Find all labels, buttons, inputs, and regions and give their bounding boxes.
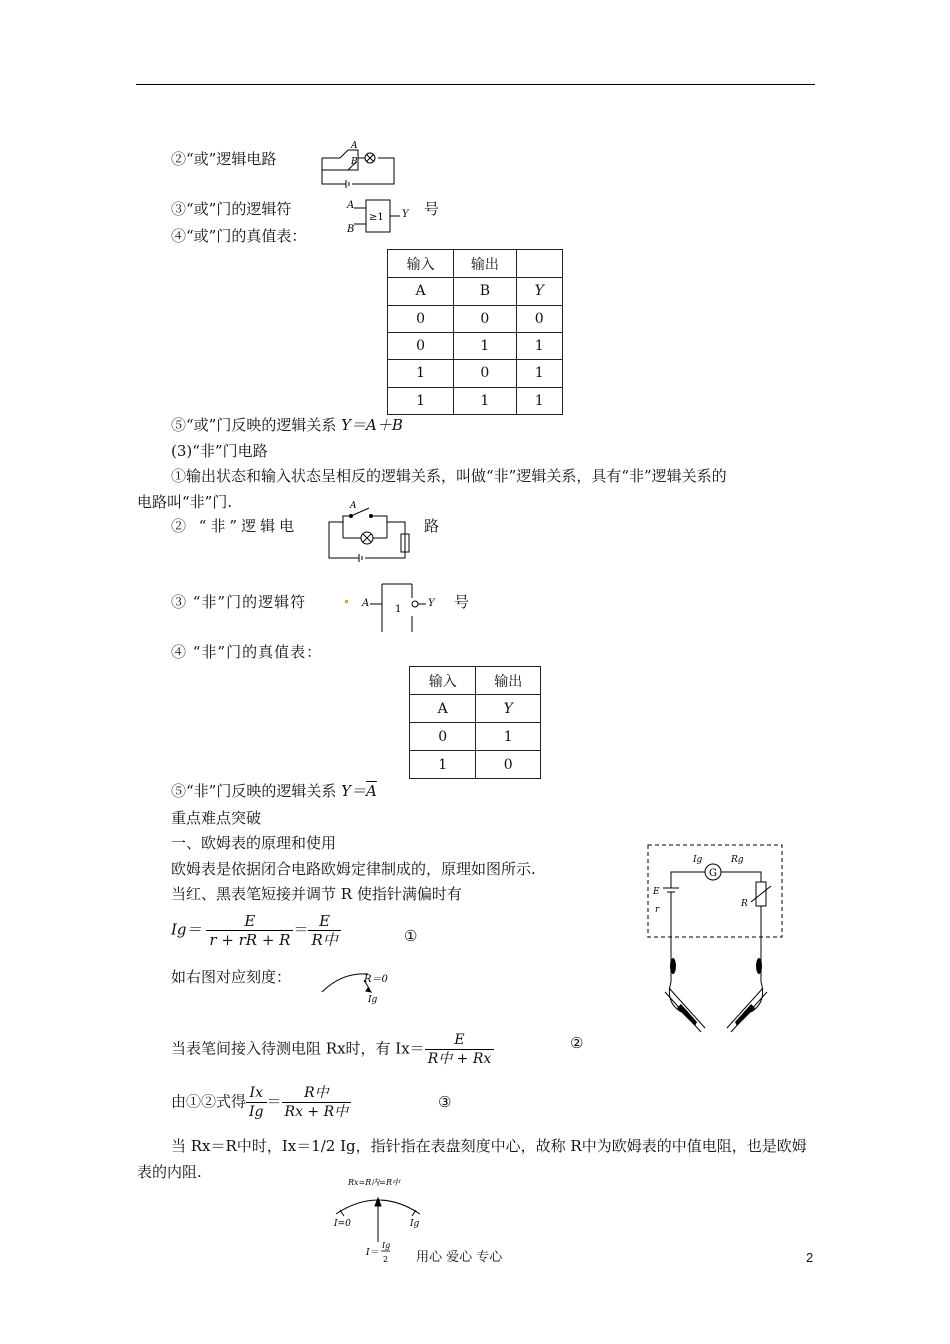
eq1-fraction-2: $\frac{E}{\text{R中}}$: [308, 912, 340, 949]
table-cell: 1: [410, 751, 476, 779]
svg-text:Ig: Ig: [382, 1241, 391, 1250]
svg-text:A: A: [347, 200, 355, 211]
svg-text:B: B: [351, 157, 358, 167]
table-cell: Y: [476, 695, 541, 723]
svg-text:I＝: I＝: [366, 1248, 379, 1258]
table-cell: 1: [454, 387, 516, 414]
table-cell: 0: [388, 332, 454, 359]
svg-text:Y: Y: [402, 209, 409, 220]
svg-text:r: r: [655, 905, 660, 915]
svg-text:R: R: [741, 899, 748, 909]
svg-text:A: A: [351, 141, 358, 151]
mid-resistance-line1: 当 Rx＝R中时，Ix＝1/2 Ig，指针指在表盘刻度中心，故称 R中为欧姆表的中值电阻，也是欧姆: [171, 1137, 807, 1155]
eq3-fraction-2: $\frac{\text{R中}}{\text{Rx + R中}}$: [282, 1084, 352, 1121]
equation-3: 由①②式得 $\frac{Ix}{Ig}$ ＝ $\frac{\text{R中}}{\text{Rx + R中}}$: [171, 1084, 351, 1121]
or-gate-symbol: [344, 196, 414, 236]
svg-text:B: B: [347, 224, 355, 235]
table-cell: 0: [410, 723, 476, 751]
not-desc-line2: 电路叫“非”门.: [137, 493, 233, 511]
not-circuit-label: ② “非”逻辑电: [171, 517, 299, 535]
header-rule: [136, 84, 815, 85]
not-gate-symbol: [360, 582, 450, 634]
not-circuit-label-end: 路: [424, 517, 440, 535]
ohm-desc-line1: 欧姆表是依据闭合电路欧姆定律制成的，原理如图所示.: [171, 860, 536, 878]
table-header-cell: [516, 250, 562, 278]
eq2-fraction: $\frac{E}{\text{R中 + Rx}}$: [425, 1031, 495, 1068]
mid-resistance-line2: 表的内阻.: [137, 1163, 202, 1181]
table-header-cell: 输出: [454, 250, 516, 278]
page-number: 2: [806, 1250, 814, 1265]
or-circuit-diagram: [318, 140, 398, 188]
svg-text:G: G: [709, 868, 717, 879]
or-truth-table: [387, 249, 563, 415]
table-header-cell: 输入: [410, 667, 476, 695]
table-cell: 0: [388, 305, 454, 332]
svg-text:≥1: ≥1: [369, 212, 384, 223]
footer-motto: 用心 爱心 专心: [416, 1250, 503, 1265]
svg-text:Rx=R内=R中: Rx=R内=R中: [348, 1178, 400, 1187]
table-cell: 0: [454, 360, 516, 387]
table-header-cell: 输入: [388, 250, 454, 278]
table-cell: A: [410, 695, 476, 723]
ohmmeter-diagram: [645, 842, 785, 1037]
not-desc-line1: ①输出状态和输入状态呈相反的逻辑关系，叫做“非”逻辑关系，具有“非”逻辑关系的: [171, 467, 727, 485]
table-cell: 0: [454, 305, 516, 332]
table-cell: B: [454, 278, 516, 305]
not-circuit-diagram: [325, 498, 415, 564]
not-symbol-suffix: 号: [454, 593, 470, 611]
scale-line: 如右图对应刻度：: [171, 968, 292, 986]
table-cell: 1: [388, 387, 454, 414]
table-cell: 1: [516, 360, 562, 387]
eq2-tag: ②: [570, 1034, 584, 1052]
or-symbol-suffix: 号: [424, 200, 440, 218]
table-cell: 1: [476, 723, 541, 751]
or-relation: ⑤“或”门反映的逻辑关系 Y＝A＋B: [171, 416, 403, 434]
table-cell: A: [388, 278, 454, 305]
svg-text:Ig: Ig: [368, 995, 378, 1005]
eq3-fraction: $\frac{Ix}{Ig}$: [246, 1084, 267, 1121]
svg-text:R＝0: R＝0: [364, 974, 388, 985]
key-subheading: 一、欧姆表的原理和使用: [171, 834, 337, 852]
equation-2: 当表笔间接入待测电阻 Rx时，有 Ix＝ $\frac{E}{\text{R中 + Rx}}$: [171, 1031, 494, 1068]
key-heading: 重点难点突破: [171, 809, 262, 827]
not-section-title: (3)“非”门电路: [171, 442, 268, 460]
equation-1: Ig＝ $\frac{E}{r + rR + R}$ ＝ $\frac{E}{\text{R中}}$: [171, 912, 341, 949]
svg-text:E: E: [653, 887, 660, 897]
ohm-desc-line2: 当红、黑表笔短接并调节 R 使指针满偏时有: [171, 885, 462, 903]
table-cell: 1: [516, 387, 562, 414]
not-truth-table: [409, 666, 541, 779]
table-cell: 1: [388, 360, 454, 387]
svg-text:Y: Y: [428, 598, 435, 609]
svg-text:1: 1: [395, 604, 402, 615]
svg-text:Ig: Ig: [693, 855, 703, 865]
svg-text:Rg: Rg: [731, 855, 744, 865]
eq1-fraction: $\frac{E}{r + rR + R}$: [206, 912, 293, 949]
or-circuit-label: ②“或”逻辑电路: [171, 150, 277, 168]
table-header-cell: 输出: [476, 667, 541, 695]
not-relation: ⑤“非”门反映的逻辑关系 $Y=\overline{A}$: [171, 782, 377, 800]
table-cell: 0: [476, 751, 541, 779]
or-truth-title: ④“或”门的真值表：: [171, 227, 307, 245]
not-truth-title: ④ “非”门的真值表：: [171, 643, 323, 661]
eq1-tag: ①: [404, 927, 418, 945]
table-cell: 1: [454, 332, 516, 359]
svg-text:A: A: [362, 598, 370, 609]
not-symbol-label: ③ “非”门的逻辑符: [171, 593, 307, 611]
svg-text:2: 2: [383, 1255, 389, 1264]
table-cell: 0: [516, 305, 562, 332]
svg-text:Ig: Ig: [410, 1219, 420, 1229]
eq3-tag: ③: [438, 1093, 452, 1111]
table-cell: Y: [516, 278, 562, 305]
scale-arc-diagram: [318, 966, 398, 1008]
table-cell: 1: [516, 332, 562, 359]
orange-dot: [345, 600, 348, 603]
svg-text:I=0: I=0: [334, 1219, 351, 1229]
svg-text:A: A: [350, 501, 357, 511]
or-symbol-label: ③“或”门的逻辑符: [171, 200, 292, 218]
